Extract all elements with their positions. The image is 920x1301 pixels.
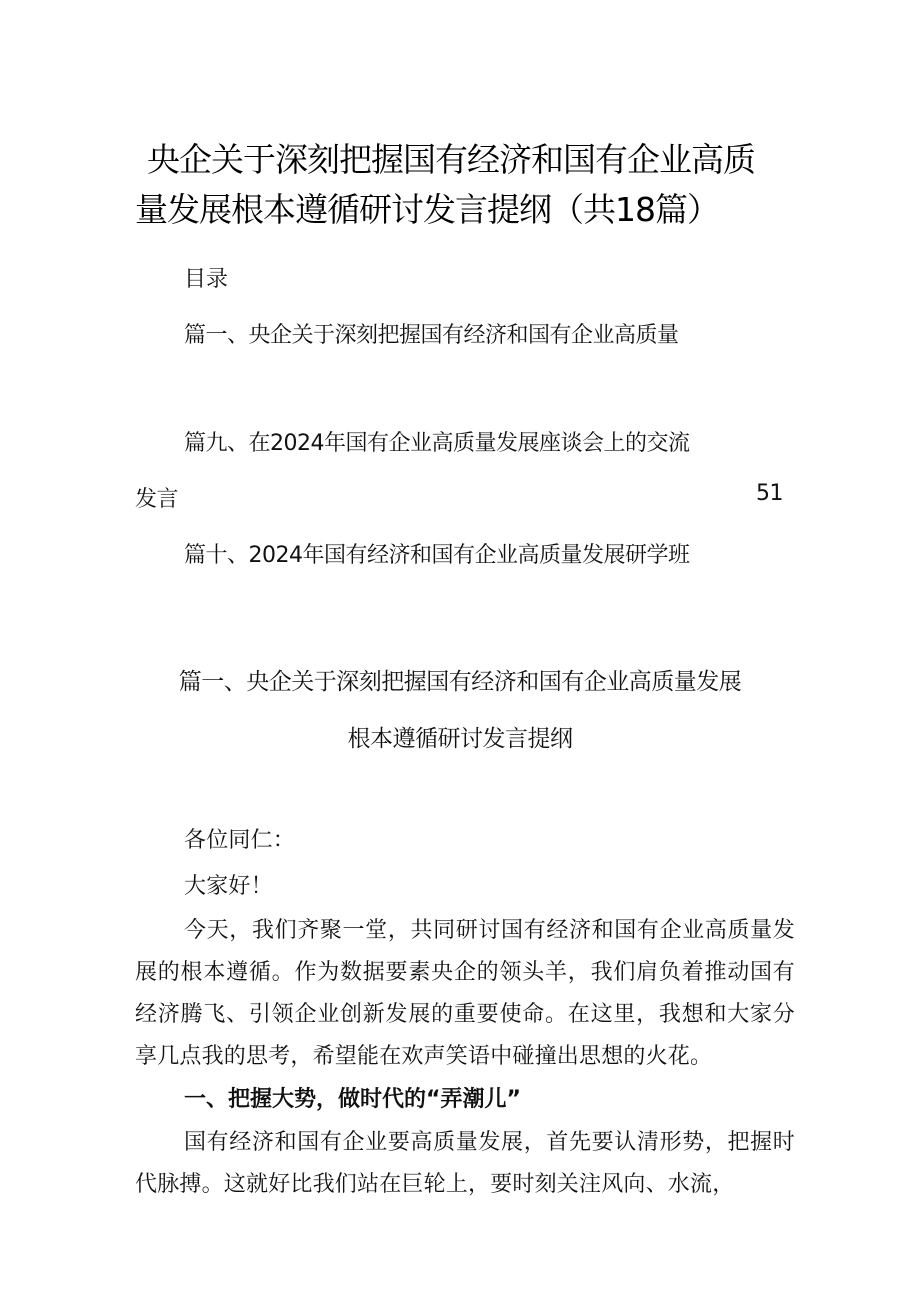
section-title-line-2: 根本遵循研讨发言提纲 — [347, 726, 573, 752]
toc-entry-1[interactable]: 篇一、央企关于深刻把握国有经济和国有企业高质量 — [184, 323, 679, 348]
document-title-line-2: 量发展根本遵循研讨发言提纲（共18篇） — [135, 190, 719, 229]
toc-entry-9-page-number: 51 — [756, 481, 783, 506]
toc-entry-9[interactable]: 篇九、在2024年国有企业高质量发展座谈会上的交流 — [184, 431, 690, 456]
section-title-line-1: 篇一、央企关于深刻把握国有经济和国有企业高质量发展 — [178, 669, 742, 695]
document-title-line-1: 央企关于深刻把握国有经济和国有企业高质 — [147, 140, 755, 179]
toc-entry-9-continued[interactable]: 发言 — [135, 487, 179, 512]
document-title — [135, 135, 795, 235]
toc-label: 目录 — [184, 267, 229, 292]
intro-paragraph: 今天，我们齐聚一堂，共同研讨国有经济和国有企业高质量发展的根本遵循。作为数据要素央企的领头羊，我们肩负着推动国有经济腾飞、引领企业创新发展的重要使命。在这里，我想和大家分享几点我的思考，希望能在欢声笑语中碰撞出思想的火花。 — [135, 918, 795, 1069]
greeting: 大家好！ — [184, 874, 273, 899]
toc-entry-10[interactable]: 篇十、2024年国有经济和国有企业高质量发展研学班 — [184, 543, 690, 568]
heading-1: 一、把握大势，做时代的“弄潮儿” — [184, 1087, 521, 1112]
body-paragraph-1: 国有经济和国有企业要高质量发展，首先要认清形势，把握时代脉搏。这就好比我们站在巨轮上，要时刻关注风向、水流， — [135, 1130, 795, 1197]
salutation: 各位同仁： — [184, 828, 296, 853]
